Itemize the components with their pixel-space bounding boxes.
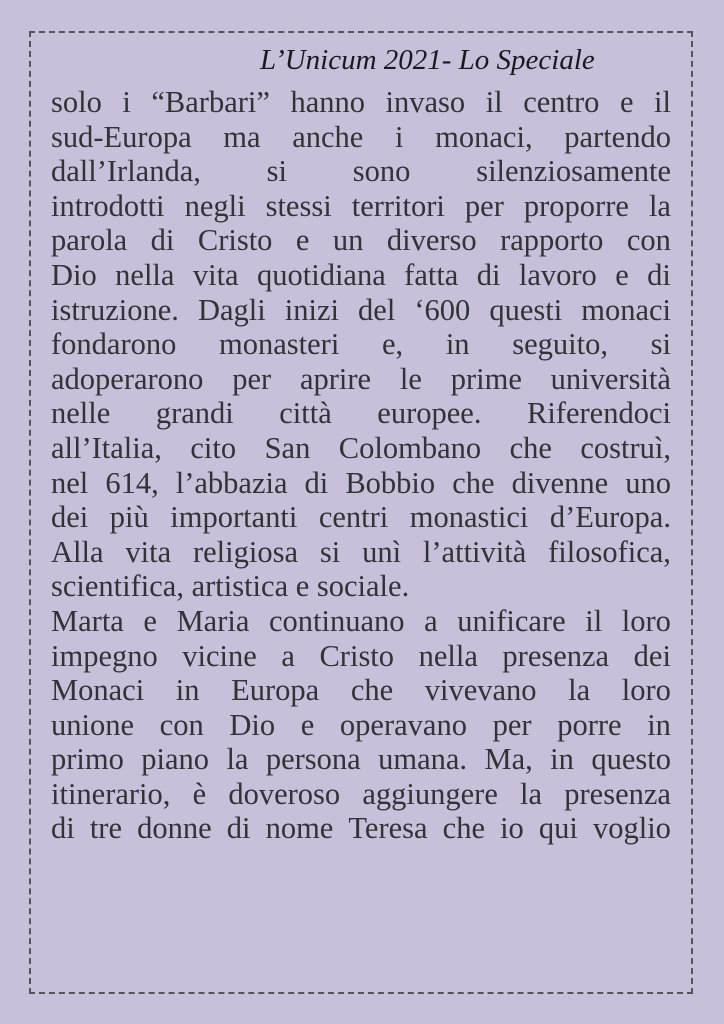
text-line	[51, 431, 671, 466]
word: l’attività	[422, 534, 527, 569]
text-line	[51, 258, 671, 293]
word: qui	[538, 811, 578, 846]
word: doveroso	[228, 776, 341, 811]
word: nel	[51, 465, 89, 500]
word: “Barbari”	[151, 85, 270, 119]
word: silenziosamente	[476, 154, 671, 189]
text-line	[51, 777, 671, 812]
word: il	[485, 85, 503, 119]
word: è	[192, 776, 207, 811]
word: che	[509, 430, 552, 465]
word: unione	[51, 707, 135, 742]
word: monastici	[409, 500, 529, 535]
word: territori	[351, 188, 445, 223]
word: uno	[625, 465, 671, 500]
word: adoperarono	[51, 361, 204, 396]
word: in	[445, 327, 470, 362]
word: invaso	[385, 85, 466, 119]
text-line	[51, 120, 671, 155]
text-line	[51, 742, 671, 777]
word: dei	[633, 638, 671, 673]
text-line	[51, 223, 671, 258]
word: Riferendoci	[526, 396, 671, 431]
word: vivevano	[424, 673, 537, 708]
text-line	[51, 811, 671, 846]
word: monasteri	[219, 327, 340, 362]
word: istruzione.	[51, 292, 179, 327]
word: Dio	[229, 707, 276, 742]
word: del	[358, 292, 396, 327]
word: Maria	[176, 603, 250, 638]
word: voglio	[592, 811, 671, 846]
word: Ma,	[484, 742, 533, 777]
text-line	[51, 535, 671, 570]
article-body	[51, 85, 671, 846]
word: centro	[523, 85, 600, 119]
word: le	[399, 361, 422, 396]
word: di	[150, 223, 175, 258]
word: cito	[190, 430, 237, 465]
word: Bobbio	[345, 465, 436, 500]
word: filosofica,	[548, 534, 671, 569]
text-line	[51, 466, 671, 501]
word: nelle	[51, 396, 111, 431]
running-header: L’Unicum 2021- Lo Speciale	[260, 44, 595, 76]
word: aggiungere	[362, 776, 498, 811]
word: di	[647, 257, 671, 292]
word: Europa	[231, 673, 320, 708]
text-line	[51, 673, 671, 708]
word: i	[122, 85, 131, 119]
word: a	[424, 603, 438, 638]
word: Cristo	[197, 223, 273, 258]
word: inizi	[284, 292, 339, 327]
word: monaci	[581, 292, 671, 327]
word: e	[615, 257, 629, 292]
word: ‘600	[414, 292, 471, 327]
word: il	[654, 85, 671, 119]
word: costruì,	[580, 430, 671, 465]
word: piano	[141, 742, 210, 777]
word: si	[266, 154, 288, 189]
word: vicine	[182, 638, 257, 673]
word: si	[319, 534, 341, 569]
word: per	[464, 188, 504, 223]
word: università	[550, 361, 671, 396]
word: Alla	[51, 534, 104, 569]
word: il	[585, 603, 603, 638]
word: Dagli	[197, 292, 266, 327]
word: dall’Irlanda,	[51, 154, 201, 189]
word: monaci,	[435, 119, 533, 154]
word: e	[619, 85, 634, 119]
word: e,	[381, 327, 404, 362]
word: nome	[265, 811, 334, 846]
word: San	[264, 430, 311, 465]
word: vita	[125, 534, 172, 569]
word: con	[159, 707, 204, 742]
word: di	[51, 811, 75, 846]
word: d’Europa.	[549, 500, 671, 535]
word: vita	[192, 257, 239, 292]
word: aprire	[299, 361, 372, 396]
word: quotidiana	[257, 257, 386, 292]
word: fatta	[404, 257, 459, 292]
word: città	[279, 396, 332, 431]
word: umana.	[378, 742, 468, 777]
word: divenne	[511, 465, 609, 500]
word: centri	[318, 500, 389, 535]
word: la	[226, 742, 249, 777]
word: hanno	[290, 85, 365, 119]
word: unì	[362, 534, 402, 569]
word: e	[295, 223, 310, 258]
word: stessi	[265, 188, 332, 223]
word: si	[650, 327, 671, 362]
word: di	[304, 465, 329, 500]
word: in	[175, 673, 200, 708]
word: operavano	[339, 707, 467, 742]
word: tre	[89, 811, 122, 846]
word: Colombano	[338, 430, 482, 465]
word: i	[395, 119, 404, 154]
word: impegno	[51, 638, 158, 673]
word: anche	[292, 119, 364, 154]
text-line	[51, 154, 671, 189]
word: introdotti	[51, 188, 165, 223]
word: partendo	[564, 119, 671, 154]
text-line	[51, 293, 671, 328]
word: unificare	[457, 603, 566, 638]
word: nella	[115, 257, 175, 292]
word: fondarono	[51, 327, 177, 362]
text-line	[51, 639, 671, 674]
text-line	[51, 189, 671, 224]
word: Dio	[51, 257, 97, 292]
word: e	[300, 707, 315, 742]
text-line	[51, 362, 671, 397]
word: Cristo	[319, 638, 395, 673]
word: io	[500, 811, 524, 846]
word: in	[647, 707, 671, 742]
word: proporre	[523, 188, 629, 223]
word: dei	[51, 500, 89, 535]
word: ma	[223, 119, 261, 154]
word: la	[520, 776, 543, 811]
word: questo	[591, 742, 671, 777]
text-line	[51, 327, 671, 362]
word: prime	[450, 361, 522, 396]
word: europee.	[377, 396, 482, 431]
word: in	[550, 742, 574, 777]
word: parola	[51, 223, 128, 258]
word: e	[143, 603, 157, 638]
word: grandi	[155, 396, 234, 431]
word: che	[452, 465, 495, 500]
word: più	[109, 500, 149, 535]
word: Teresa	[348, 811, 428, 846]
word: persona	[265, 742, 361, 777]
word: per	[232, 361, 272, 396]
word: sud-Europa	[51, 119, 192, 154]
word: all’Italia,	[51, 430, 162, 465]
word: donne	[137, 811, 212, 846]
word: con	[626, 223, 671, 258]
word: la	[568, 673, 591, 708]
word: di	[226, 811, 251, 846]
word: nella	[418, 638, 478, 673]
word: sono	[352, 154, 411, 189]
word: Monaci	[51, 673, 145, 708]
word: questi	[489, 292, 563, 327]
word: solo	[51, 85, 102, 119]
word: Marta	[51, 603, 124, 638]
word: a	[281, 638, 295, 673]
word: che	[442, 811, 485, 846]
text-line-last: scientifica, artistica e sociale.	[51, 569, 410, 604]
word: porre	[557, 707, 622, 742]
word: itinerario,	[51, 776, 171, 811]
word: l’abbazia	[175, 465, 288, 500]
word: di	[476, 257, 501, 292]
word: loro	[621, 603, 671, 638]
word: diverso	[386, 223, 477, 258]
word: la	[648, 188, 671, 223]
word: importanti	[170, 500, 298, 535]
word: negli	[184, 188, 246, 223]
text-line	[51, 708, 671, 743]
text-line	[51, 396, 671, 431]
word: presenza	[502, 638, 610, 673]
word: rapporto	[500, 223, 604, 258]
word: continuano	[268, 603, 405, 638]
word: loro	[621, 673, 671, 708]
word: religiosa	[192, 534, 299, 569]
text-line	[51, 500, 671, 535]
text-line	[51, 604, 671, 639]
word: per	[492, 707, 532, 742]
word: seguito,	[512, 327, 608, 362]
word: primo	[51, 742, 124, 777]
word: lavoro	[518, 257, 597, 292]
text-line	[51, 85, 671, 120]
word: presenza	[564, 776, 671, 811]
word: 614,	[105, 465, 159, 500]
word: un	[332, 223, 364, 258]
word: che	[350, 673, 394, 708]
